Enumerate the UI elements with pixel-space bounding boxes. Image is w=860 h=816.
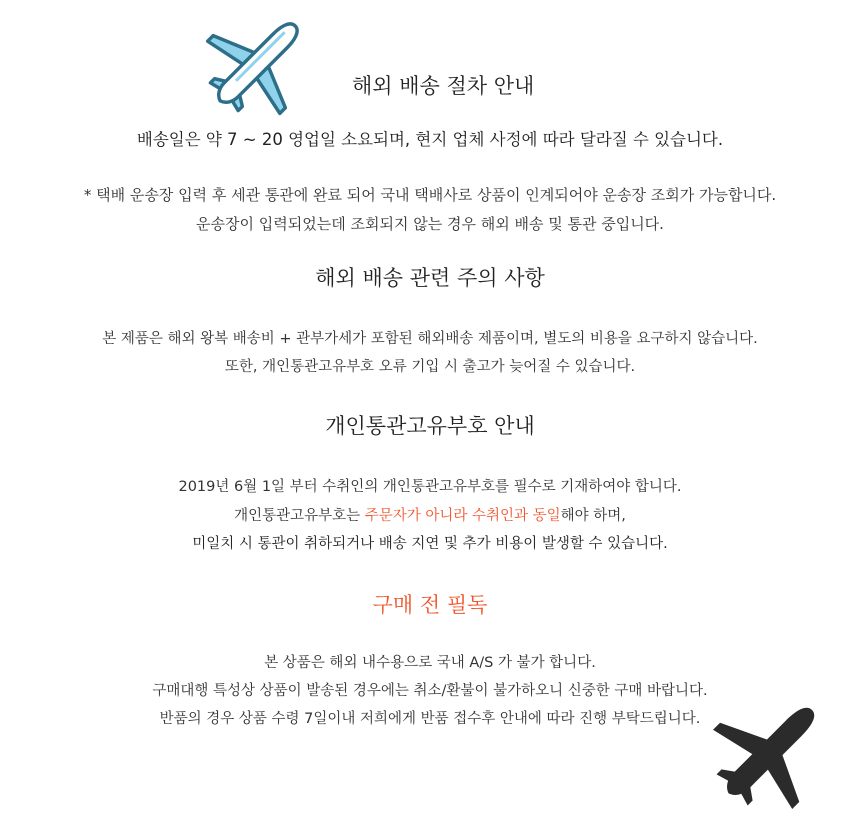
customs-line2-prefix: 개인통관고유부호는 (234, 508, 365, 524)
before-purchase-line2: 구매대행 특성상 상품이 발송된 경우에는 취소/환불이 불가하오니 신중한 구매 바랍니다. (152, 683, 708, 699)
before-purchase-line1: 본 상품은 해외 내수용으로 국내 A/S 가 불가 합니다. (264, 655, 596, 671)
customs-line2 (0, 504, 860, 525)
before-purchase-line3: 반품의 경우 상품 수령 7일이내 저희에게 반품 접수후 안내에 따라 진행 부탁드립니다. (159, 711, 701, 727)
airplane-icon (708, 690, 834, 812)
customs-title: 개인통관고유부호 안내 (325, 414, 535, 438)
caution-title: 해외 배송 관련 주의 사항 (315, 266, 545, 290)
customs-line1: 2019년 6월 1일 부터 수취인의 개인통관고유부호를 필수로 기재하여야 합니다. (178, 479, 682, 495)
customs-highlight: 주문자가 아니라 수취인과 동일 (364, 508, 561, 524)
before-purchase-title: 구매 전 필독 (372, 593, 488, 617)
customs-line2-suffix: 해야 하며, (560, 508, 626, 524)
caution-line1: 본 제품은 해외 왕복 배송비 + 관부가세가 포함된 해외배송 제품이며, 별도의 비용을 요구하지 않습니다. (102, 331, 758, 347)
tracking-notice-line2: 운송장이 입력되었는데 조회되지 않는 경우 해외 배송 및 통관 중입니다. (196, 215, 664, 233)
caution-line2: 또한, 개인통관고유부호 오류 기입 시 출고가 늦어질 수 있습니다. (224, 359, 636, 375)
tracking-notice-line1: * 택배 운송장 입력 후 세관 통관에 완료 되어 국내 택배사로 상품이 인계되어야 운송장 조회가 가능합니다. (83, 186, 777, 204)
page-title: 해외 배송 절차 안내 (352, 74, 535, 98)
airplane-icon (200, 8, 318, 116)
shipping-lead: 배송일은 약 7 ~ 20 영업일 소요되며, 현지 업체 사정에 따라 달라질 수 있습니다. (136, 130, 724, 149)
customs-line3: 미일치 시 통관이 취하되거나 배송 지연 및 추가 비용이 발생할 수 있습니다. (192, 536, 668, 552)
